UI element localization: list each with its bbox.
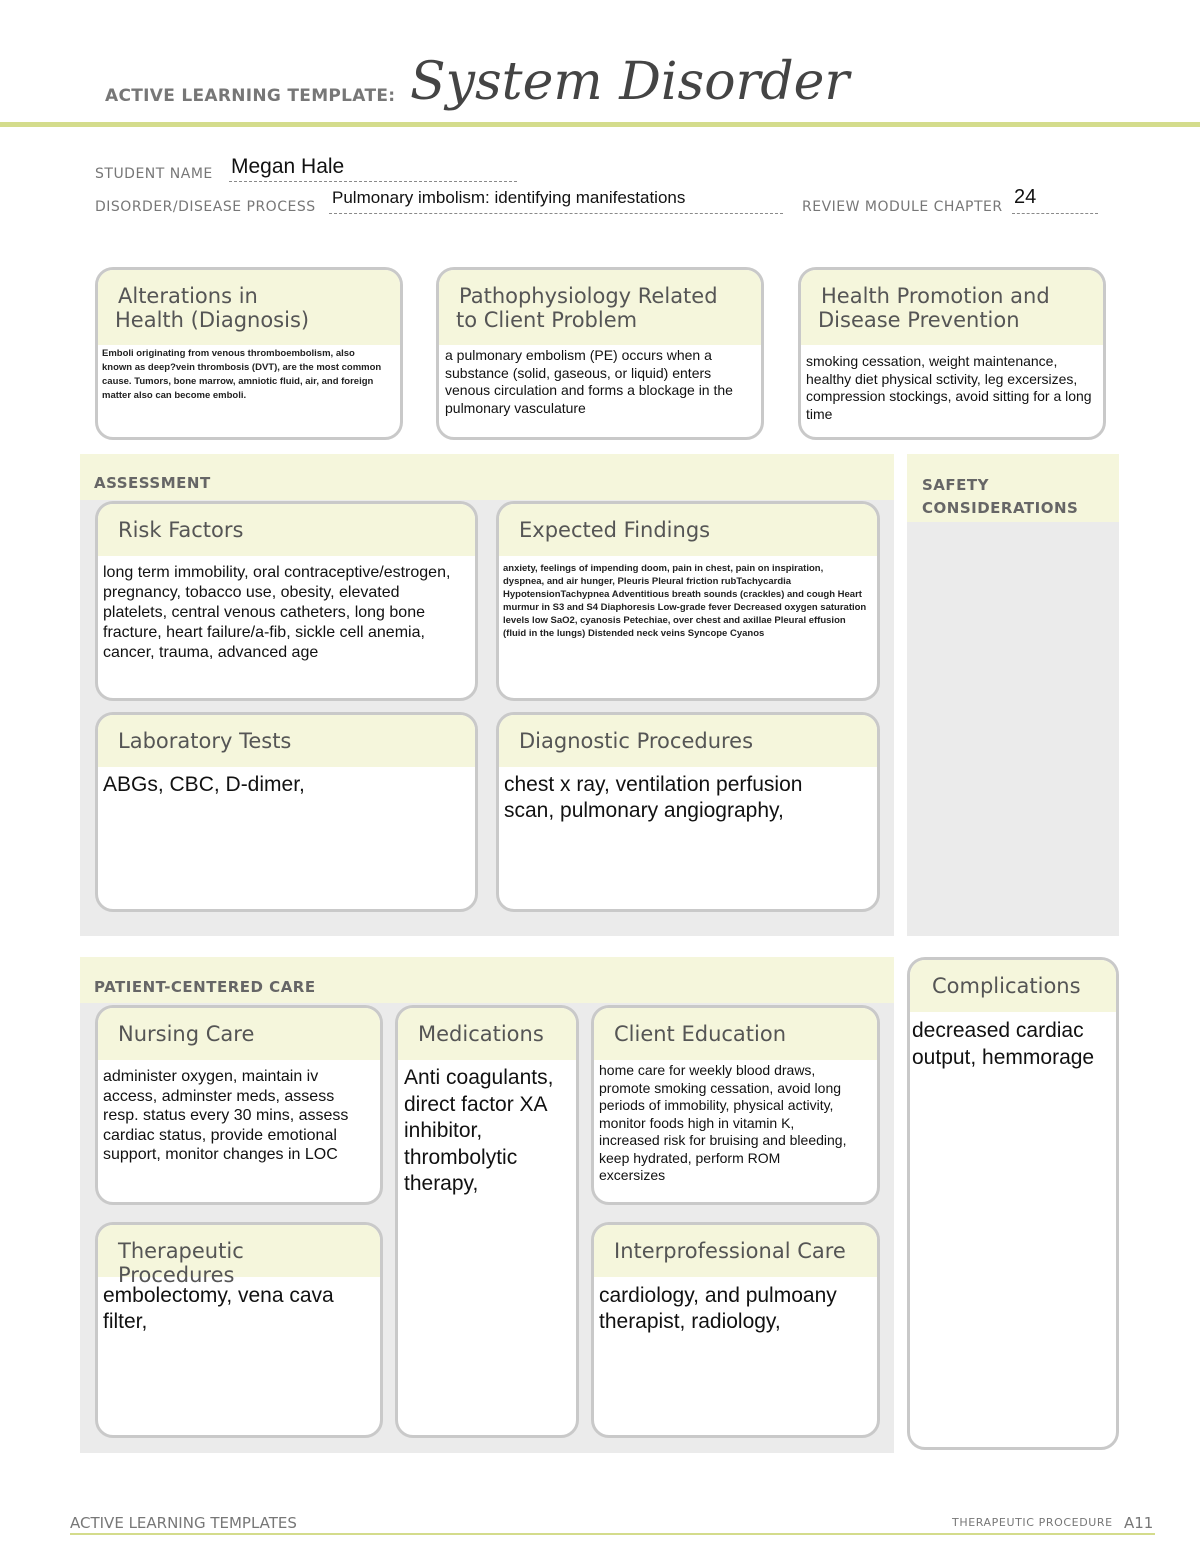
header-divider <box>0 122 1200 127</box>
health-promotion-title-line2: Disease Prevention <box>818 308 1020 332</box>
health-promotion-text[interactable]: smoking cessation, weight maintenance, healthy diet physical sctivity, leg excersizes, compression stockings, avoid sitting for a long time <box>806 353 1092 422</box>
medications-card <box>395 1005 579 1438</box>
nursing-care-text[interactable]: administer oxygen, maintain iv access, adminster meds, assess resp. status every 30 mins, assess cardiac status, provide emotional support, monitor changes in LOC <box>103 1068 349 1163</box>
patient-care-title: PATIENT-CENTERED CARE <box>94 978 316 996</box>
pathophysiology-title-line2: to Client Problem <box>456 308 638 332</box>
safety-panel[interactable] <box>907 454 1119 936</box>
expected-findings-card <box>496 501 880 701</box>
footer-section: THERAPEUTIC PROCEDURE <box>952 1516 1113 1529</box>
interprofessional-care-card <box>591 1222 880 1438</box>
laboratory-tests-text[interactable]: ABGs, CBC, D-dimer, <box>103 773 305 796</box>
footer-divider <box>70 1533 1155 1535</box>
safety-title <box>922 474 1078 520</box>
laboratory-tests-card <box>95 712 478 912</box>
complications-header <box>910 960 1116 1012</box>
client-education-text[interactable]: home care for weekly blood draws, promote smoking cessation, avoid long periods of immobility, physical activity, monitor foods high in vitamin K, increased risk for bruising and bleeding, keep hydrated, perform ROM excersizes <box>599 1062 847 1183</box>
therapeutic-procedures-card <box>95 1222 383 1438</box>
medications-header <box>398 1008 576 1060</box>
nursing-care-card <box>95 1005 383 1205</box>
disorder-label: DISORDER/DISEASE PROCESS <box>95 199 316 215</box>
template-title: System Disorder <box>410 52 850 112</box>
chapter-value: 24 <box>1014 186 1037 208</box>
safety-title-line2: CONSIDERATIONS <box>922 499 1079 517</box>
template-label: ACTIVE LEARNING TEMPLATE: <box>105 86 396 106</box>
chapter-field[interactable] <box>1012 188 1098 214</box>
alterations-title-line2: Health (Diagnosis) <box>115 308 310 332</box>
medications-title: Medications <box>418 1022 544 1046</box>
chapter-label: REVIEW MODULE CHAPTER <box>802 199 1003 215</box>
diagnostic-procedures-text[interactable]: chest x ray, ventilation perfusion scan, pulmonary angiography, <box>504 773 803 822</box>
diagnostic-procedures-title: Diagnostic Procedures <box>519 729 754 753</box>
diagnostic-procedures-header <box>499 715 877 767</box>
therapeutic-procedures-text[interactable]: embolectomy, vena cava filter, <box>103 1284 334 1333</box>
client-education-card <box>591 1005 880 1205</box>
footer-title: ACTIVE LEARNING TEMPLATES <box>70 1514 297 1532</box>
risk-factors-text[interactable]: long term immobility, oral contraceptive/estrogen, pregnancy, tobacco use, obesity, elevated platelets, central venous catheters, long bone fracture, heart failure/a-fib, sickle cell anemia, cancer, trauma, advanced age <box>103 564 451 661</box>
therapeutic-procedures-title: Therapeutic Procedures <box>118 1239 244 1287</box>
footer-page-number: A11 <box>1124 1514 1154 1532</box>
safety-title-line1: SAFETY <box>922 476 989 494</box>
expected-findings-text[interactable]: anxiety, feelings of impending doom, pain in chest, pain on inspiration, dyspnea, and air hunger, Pleuris Pleural friction rubTachycardia HypotensionTachypnea Adventitious breath sounds (crackles) and cough Heart murmur in S3 and S4 Diaphoresis Low-grade fever Decreased oxygen saturation levels low SaO2, cyanosis Petechiae, over chest and axillae Pleural effusion (fluid in the lungs) Distended neck veins Syncope Cyanos <box>503 563 867 639</box>
health-promotion-title-line1: Health Promotion and <box>821 284 1050 308</box>
therapeutic-procedures-header <box>98 1225 380 1287</box>
pathophysiology-text[interactable]: a pulmonary embolism (PE) occurs when a substance (solid, gaseous, or liquid) enters venous circulation and forms a blockage in the pulmonary vasculature <box>445 347 733 416</box>
complications-text[interactable]: decreased cardiac output, hemmorage <box>912 1019 1095 1069</box>
student-name-field[interactable] <box>229 157 517 182</box>
nursing-care-header <box>98 1008 380 1060</box>
diagnostic-procedures-card <box>496 712 880 912</box>
health-promotion-header <box>801 270 1103 345</box>
disorder-field[interactable] <box>329 188 783 214</box>
interprofessional-care-title: Interprofessional Care <box>614 1239 846 1263</box>
interprofessional-care-header <box>594 1225 877 1277</box>
laboratory-tests-title: Laboratory Tests <box>118 729 292 753</box>
medications-text[interactable]: Anti coagulants, direct factor XA inhibitor, thrombolytic therapy, <box>404 1066 554 1195</box>
alterations-card <box>95 267 403 440</box>
nursing-care-title: Nursing Care <box>118 1022 255 1046</box>
risk-factors-header <box>98 504 475 556</box>
disorder-value: Pulmonary imbolism: identifying manifestations <box>332 188 686 207</box>
alterations-header <box>98 270 400 345</box>
expected-findings-header <box>499 504 877 556</box>
complications-title: Complications <box>932 974 1081 998</box>
expected-findings-title: Expected Findings <box>519 518 711 542</box>
pathophysiology-card <box>436 267 764 440</box>
student-name-value: Megan Hale <box>231 155 345 178</box>
pathophysiology-title-line1: Pathophysiology Related <box>459 284 718 308</box>
risk-factors-card <box>95 501 478 701</box>
alterations-title-line1: Alterations in <box>118 284 258 308</box>
interprofessional-care-text[interactable]: cardiology, and pulmoany therapist, radiology, <box>599 1284 837 1333</box>
client-education-title: Client Education <box>614 1022 787 1046</box>
health-promotion-card <box>798 267 1106 440</box>
student-name-label: STUDENT NAME <box>95 166 213 182</box>
client-education-header <box>594 1008 877 1060</box>
risk-factors-title: Risk Factors <box>118 518 244 542</box>
complications-card <box>907 957 1119 1450</box>
laboratory-tests-header <box>98 715 475 767</box>
assessment-title: ASSESSMENT <box>94 474 211 492</box>
pathophysiology-header <box>439 270 761 345</box>
alterations-text[interactable]: Emboli originating from venous thromboembolism, also known as deep?vein thrombosis (DVT), are the most common cause. Tumors, bone marrow, amniotic fluid, air, and foreign matter also can become emboli. <box>102 348 382 401</box>
